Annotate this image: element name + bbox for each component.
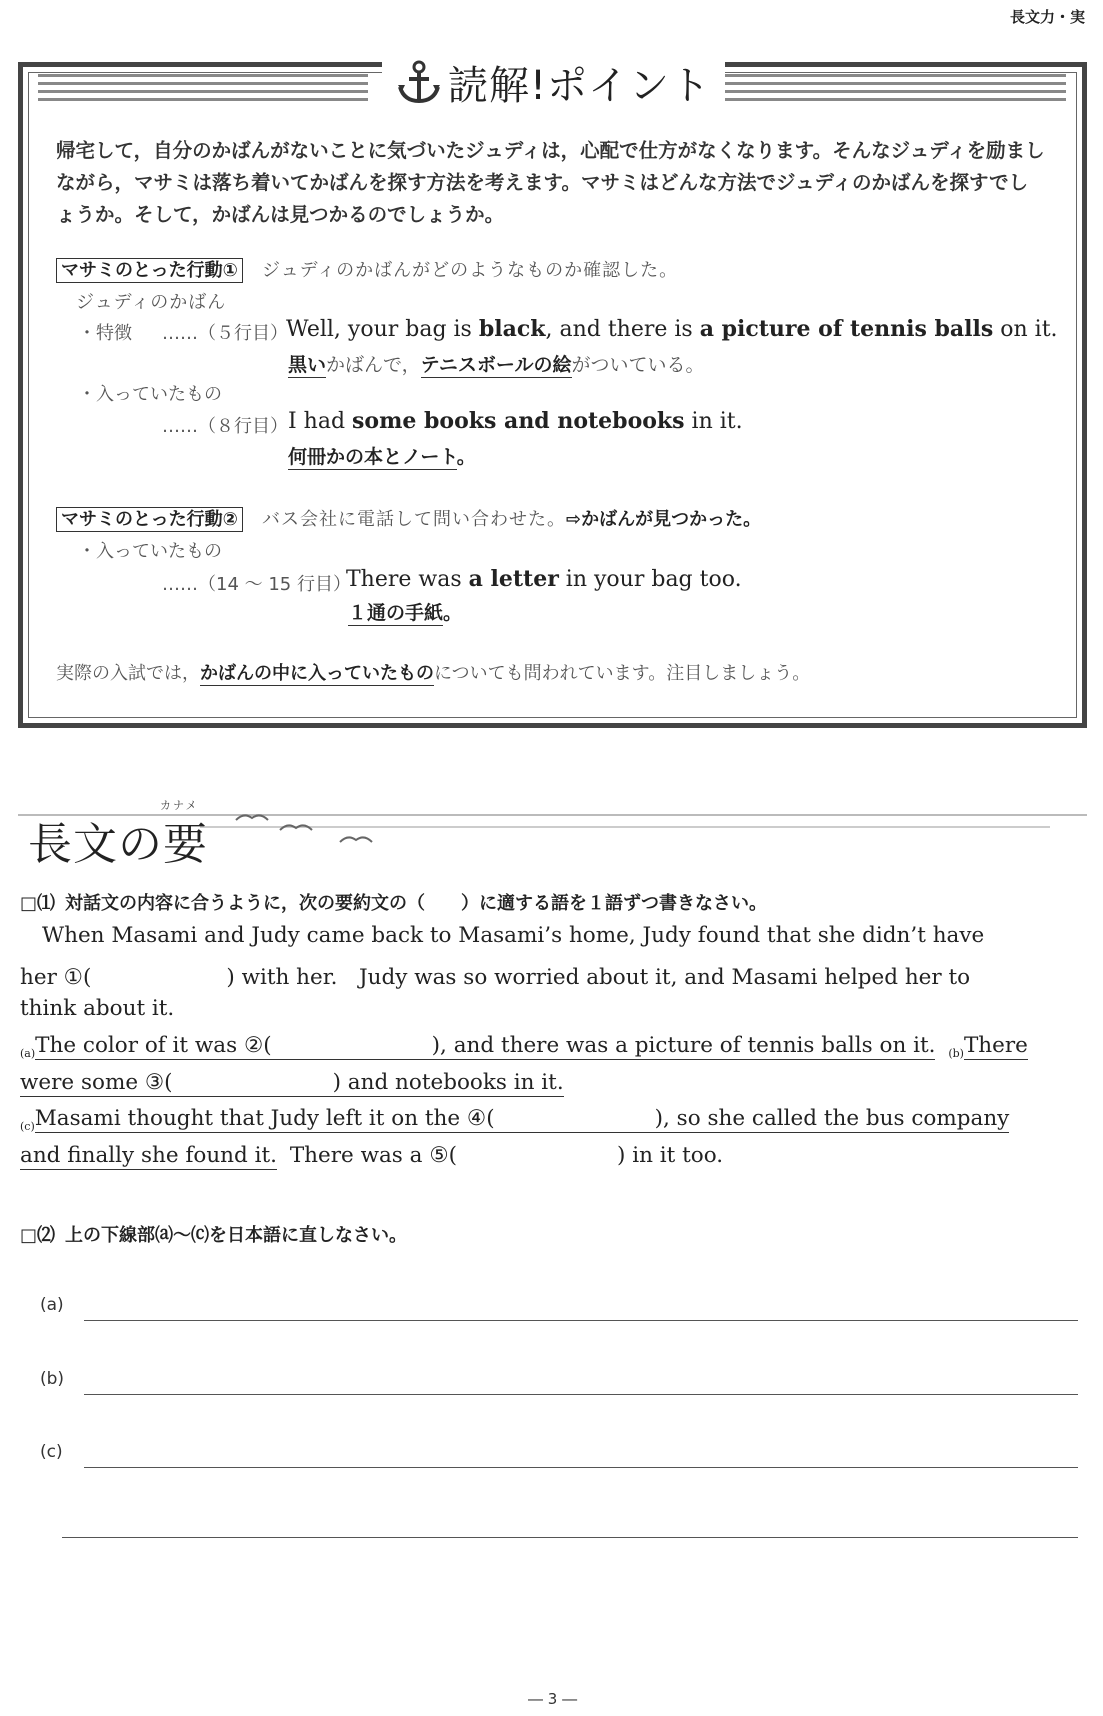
underline-a-part1: The color of it was ②( ), and there was a picture of tennis balls on it. [35,1033,936,1058]
section-title: 長文の要 [28,819,208,870]
summary-line-5: were some ③( ) and notebooks in it. [20,1070,564,1095]
q1-checkbox[interactable]: □⑴ [20,893,56,914]
section-title-ruby: カナメ [160,799,199,812]
feature-bullet: ・特徴 [78,323,132,344]
underline-mark-c: (c) [20,1120,35,1133]
title-stripes-right [718,74,1066,101]
action1-label: マサミのとった行動① [56,258,243,283]
contents2-ref: ……（14 ～ 15 行目） [162,574,351,595]
q2-checkbox[interactable]: □⑵ [20,1225,56,1246]
action1-row [56,256,678,282]
contents1-bullet: ・入っていたもの [78,384,222,405]
point-note: 実際の入試では，かばんの中に入っていたものについても問われています。注目しましょう。 [56,663,811,684]
underline-mark-a: (a) [20,1047,36,1060]
action1-subhead: ジュディのかばん [76,292,227,313]
title-stripes-left [38,74,368,101]
feature-japanese: 黒いかばんで，テニスボールの絵がついている。 [288,354,705,376]
action1-desc: ジュディのかばんがどのようなものか確認した。 [261,260,679,281]
answer-line-b[interactable] [84,1394,1078,1395]
action2-desc: バス会社に電話して問い合わせた。 [261,509,566,530]
action2-label: マサミのとった行動② [56,507,243,532]
answer-label-a: (a) [40,1295,64,1315]
birds-icon [228,806,398,846]
feature-ref: ……（５行目） [162,323,288,344]
feature-english: Well, your bag is black, and there is a picture of tennis balls on it. [286,316,1058,342]
action2-result: ⇨かばんが見つかった。 [565,509,762,530]
anchor-icon [396,59,442,105]
contents2-english: There was a letter in your bag too. [346,566,742,592]
contents1-english: I had some books and notebooks in it. [288,408,743,434]
contents2-japanese: １通の手紙。 [348,602,463,624]
point-box-title [382,60,725,109]
summary-line-2: her ①( ) with her. Judy was so worried about it, and Masami helped her to [20,965,971,990]
summary-line-1: When Masami and Judy came back to Masami’s home, Judy found that she didn’t have [42,923,985,948]
point-title: 読解!ポイント [448,62,712,109]
answer-line-a[interactable] [84,1320,1078,1321]
contents2-bullet: ・入っていたもの [78,541,222,562]
answer-line-extra[interactable] [62,1537,1078,1538]
contents1-ref: ……（８行目） [162,416,288,437]
underline-mark-b: (b) [948,1047,964,1060]
contents1-japanese: 何冊かの本とノート。 [288,446,476,468]
header-tag: 長文力・実 [1009,8,1085,26]
summary-line-4: $_{(a)}$The color of it was ②( ), and there was a picture of tennis balls on it. $_{(b)}$There [20,1033,1028,1060]
summary-line-3: think about it. [20,996,175,1021]
answer-label-b: (b) [40,1369,65,1389]
action2-row [56,505,761,531]
answer-line-c[interactable] [84,1467,1078,1468]
summary-line-7: and finally she found it. There was a ⑤( ) in it too. [20,1143,724,1168]
q2-heading: □⑵ 上の下線部⒜～⒞を日本語に直しなさい。 [20,1225,408,1246]
answer-label-c: (c) [40,1442,63,1462]
page-number: ― 3 ― [528,1690,578,1708]
summary-line-6: $_{(c)}$Masami thought that Judy left it on the ④( ), so she called the bus company [20,1106,1010,1133]
intro-paragraph: 帰宅して，自分のかばんがないことに気づいたジュディは，心配で仕方がなくなります。そんなジュディを励ましながら，マサミは落ち着いてかばんを探す方法を考えます。マサミはどんな方法でジュディのかばんを探すでしょうか。そして，かばんは見つかるのでしょうか。 [56,139,1045,226]
q1-heading: □⑴ 対話文の内容に合うように，次の要約文の（ ）に適する語を１語ずつ書きなさい。 [20,893,768,914]
